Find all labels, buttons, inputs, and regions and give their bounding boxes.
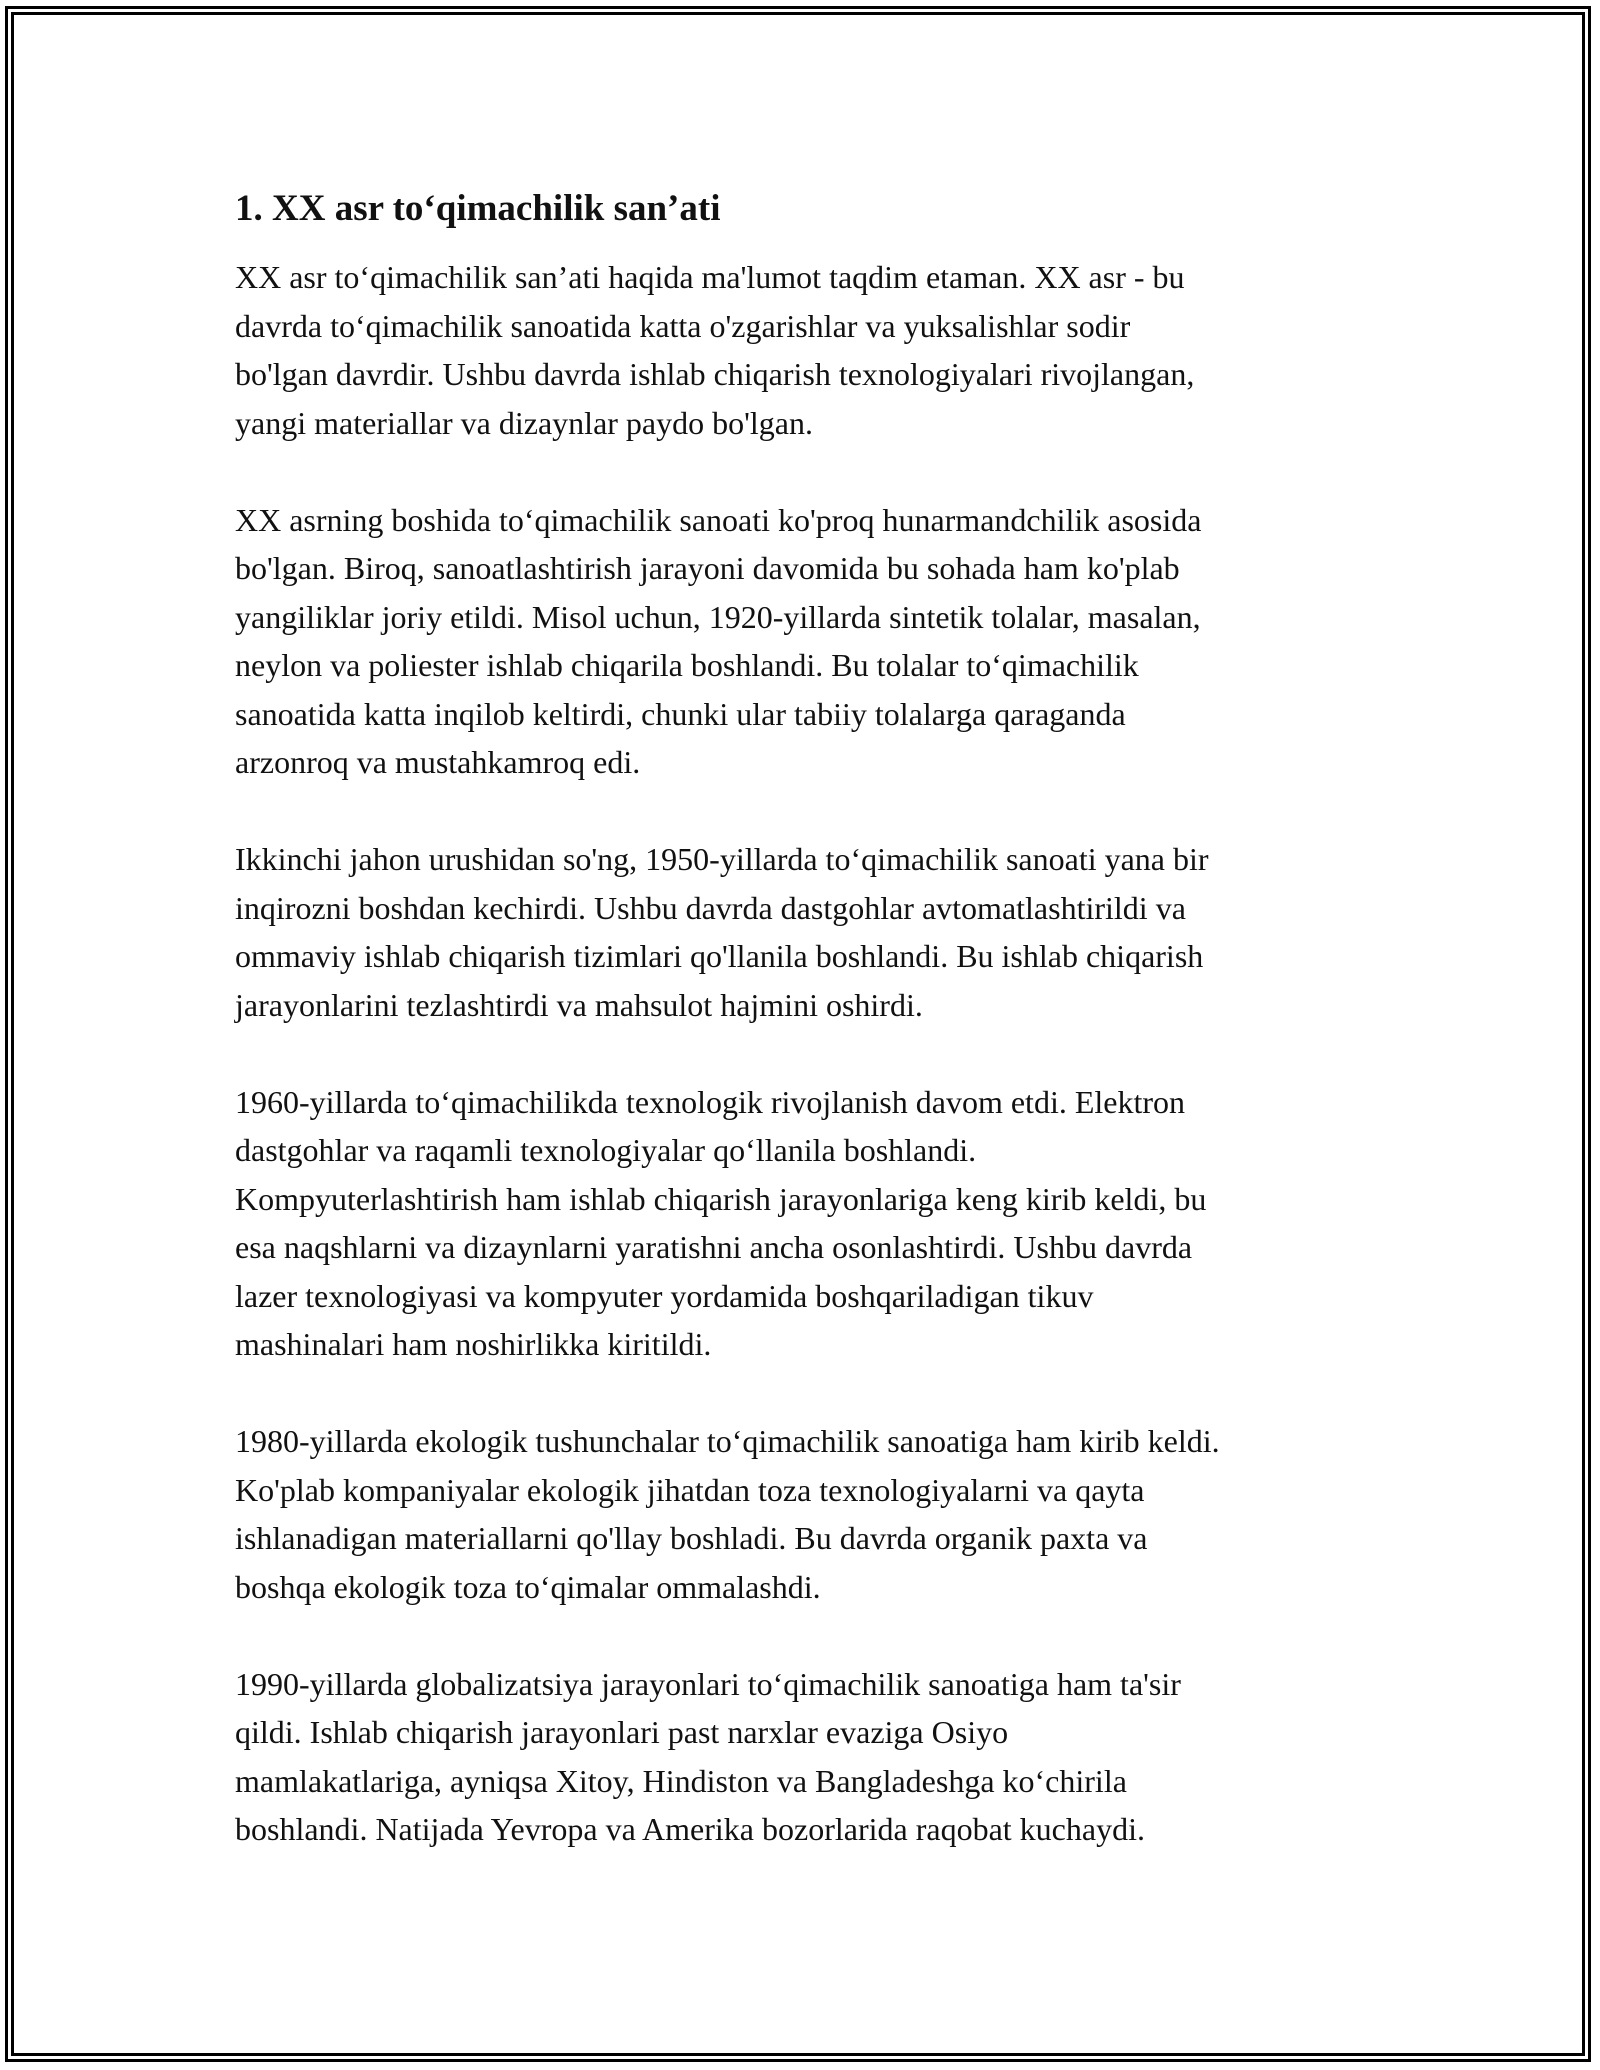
paragraph-line: neylon va poliester ishlab chiqarila boshlandi. Bu tolalar to‘qimachilik (235, 647, 1139, 683)
paragraph-line: esa naqshlarni va dizaynlarni yaratishni ancha osonlashtirdi. Ushbu davrda (235, 1229, 1193, 1265)
paragraph-line: ishlanadigan materiallarni qo'llay boshladi. Bu davrda organik paxta va (235, 1520, 1148, 1556)
paragraph-line: lazer texnologiyasi va kompyuter yordamida boshqariladigan tikuv (235, 1277, 1094, 1314)
paragraph-line: ommaviy ishlab chiqarish tizimlari qo'llanila boshlandi. Bu ishlab chiqarish (235, 938, 1204, 974)
paragraph-line: dastgohlar va raqamli texnologiyalar qo‘llanila boshlandi. (235, 1132, 977, 1168)
paragraphs (235, 253, 1375, 1854)
paragraph-line: bo'lgan. Biroq, sanoatlashtirish jarayoni davomida bu sohada ham ko'plab (235, 550, 1180, 586)
paragraph (235, 1417, 1375, 1611)
paragraph-line: yangiliklar joriy etildi. Misol uchun, 1920-yillarda sintetik tolalar, masalan, (235, 598, 1201, 635)
paragraph-line: Kompyuterlashtirish ham ishlab chiqarish jarayonlariga keng kirib keldi, bu (235, 1180, 1207, 1217)
paragraph-line: Ko'plab kompaniyalar ekologik jihatdan toza texnologiyalarni va qayta (235, 1471, 1145, 1508)
paragraph-line: 1980-yillarda ekologik tushunchalar to‘qimachilik sanoatiga ham kirib keldi. (235, 1423, 1220, 1459)
paragraph (235, 496, 1375, 787)
paragraph-line: sanoatida katta inqilob keltirdi, chunki ular tabiiy tolalarga qaraganda (235, 695, 1126, 732)
paragraph-line: bo'lgan davrdir. Ushbu davrda ishlab chiqarish texnologiyalari rivojlangan, (235, 356, 1195, 392)
paragraph-line: mashinalari ham noshirlikka kiritildi. (235, 1326, 712, 1362)
paragraph (235, 835, 1375, 1029)
paragraph-line: qildi. Ishlab chiqarish jarayonlari past narxlar evaziga Osiyo (235, 1714, 1009, 1750)
paragraph-line: mamlakatlariga, ayniqsa Xitoy, Hindiston va Bangladeshga ko‘chirila (235, 1762, 1127, 1799)
paragraph-line: XX asr to‘qimachilik san’ati haqida ma'lumot taqdim etaman. XX asr - bu (235, 259, 1185, 295)
paragraph-line: 1960-yillarda to‘qimachilikda texnologik rivojlanish davom etdi. Elektron (235, 1083, 1186, 1120)
paragraph (235, 1078, 1375, 1369)
paragraph-line: XX asrning boshida to‘qimachilik sanoati ko'proq hunarmandchilik asosida (235, 501, 1202, 538)
paragraph-line: yangi materiallar va dizaynlar paydo bo'lgan. (235, 404, 813, 441)
paragraph (235, 1660, 1375, 1854)
paragraph-line: davrda to‘qimachilik sanoatida katta o'zgarishlar va yuksalishlar sodir (235, 307, 1131, 344)
paragraph-line: Ikkinchi jahon urushidan so'ng, 1950-yillarda to‘qimachilik sanoati yana bir (235, 841, 1209, 877)
paragraph (235, 253, 1375, 447)
paragraph-line: boshlandi. Natijada Yevropa va Amerika bozorlarida raqobat kuchaydi. (235, 1811, 1145, 1847)
paragraph-line: arzonroq va mustahkamroq edi. (235, 744, 641, 780)
paragraph-line: jarayonlarini tezlashtirdi va mahsulot hajmini oshirdi. (235, 986, 923, 1023)
paragraph-line: boshqa ekologik toza to‘qimalar ommalashdi. (235, 1568, 821, 1605)
paragraph-line: 1990-yillarda globalizatsiya jarayonlari to‘qimachilik sanoatiga ham ta'sir (235, 1665, 1181, 1702)
section-heading: 1. XX asr to‘qimachilik san’ati (235, 188, 721, 229)
paragraph-line: inqirozni boshdan kechirdi. Ushbu davrda dastgohlar avtomatlashtirildi va (235, 889, 1186, 926)
document-body (235, 185, 1375, 1854)
